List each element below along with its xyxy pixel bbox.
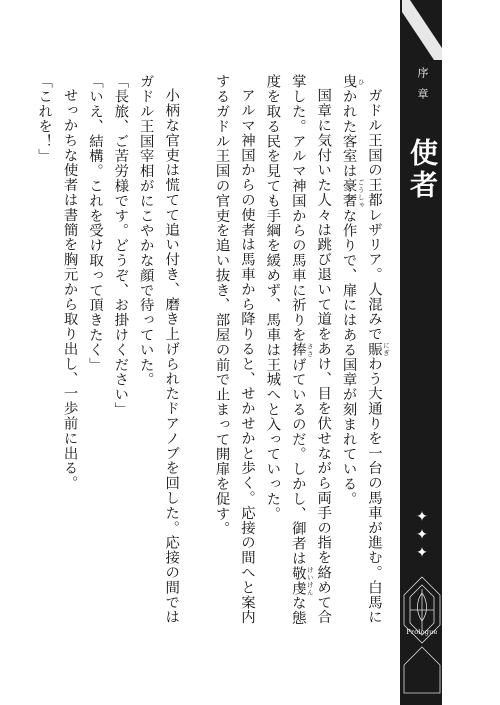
star-icon: ✦	[416, 527, 428, 543]
star-icon: ✦	[416, 509, 428, 525]
body-text	[36, 74, 390, 629]
dialogue: 「いえ、結構。これを受け取って頂きたく」	[86, 74, 103, 372]
paragraph: アルマ神国からの使者は馬車から降りると、せかせかと歩く。応接の間へと案内するガドル王国の官吏を追い抜き、部屋の前で止まって開扉を促す。	[213, 74, 255, 625]
paragraph: ガドル王国の王都レザリア。人混みで賑 にぎわう大通りを一台の馬車が進む。白馬に曳 ひかれた客室は豪 ごう奢 しゃな作りで、扉にはある国章が刻まれている。	[340, 74, 390, 625]
paragraph: 小柄な官吏は慌てて追い付き、磨き上げられたドアノブを回した。応接の間ではガドル王国宰相がにこやかな顔で待っていた。	[137, 74, 180, 625]
prologue-label: Prologue	[406, 628, 438, 636]
paragraph: 国章に気付いた人々は跳び退いて道をあけ、目を伏せながら両手の指を絡めて合掌した。アルマ神国からの馬車に祈りを捧 ささげているのだ。しかし、御者は敬 けい虔 けんな態度を取る民を見ても手綱を緩めず、馬車は王城へと入っていった。	[264, 74, 332, 626]
panel-ornament-icon	[402, 0, 442, 60]
star-icon: ✦	[416, 545, 428, 561]
dialogue: 「長旅、ご苦労様です。どうぞ、お掛けください」	[112, 74, 129, 417]
star-ornaments	[402, 508, 442, 562]
section-label: 序章	[416, 67, 429, 109]
paragraph: せっかちな使者は書簡を胸元から取り出し、一歩前に出る。	[61, 88, 78, 491]
chapter-title: 使者	[406, 138, 439, 202]
dialogue: 「これを！」	[36, 74, 53, 164]
